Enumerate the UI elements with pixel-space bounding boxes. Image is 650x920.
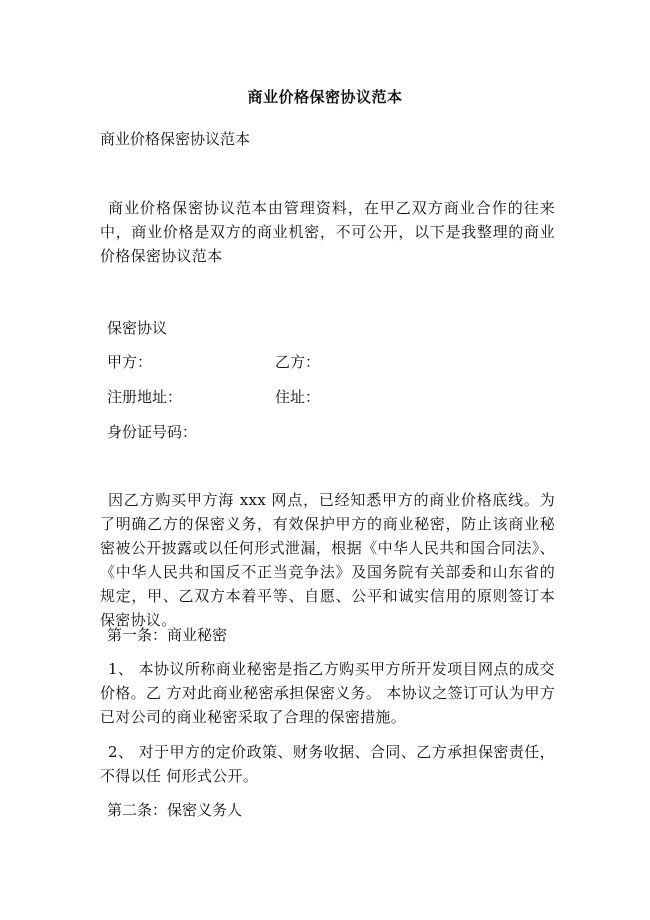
article-2-heading: 第二条：保密义务人 xyxy=(107,801,243,819)
agreement-title: 保密协议 xyxy=(107,319,168,337)
document-title: 商业价格保密协议范本 xyxy=(247,88,403,106)
id-number-label: 身份证号码： xyxy=(107,423,198,441)
preamble-paragraph: 因乙方购买甲方海 xxx 网点，已经知悉甲方的商业价格底线。为了明确乙方的保密义务，有效保护甲方的商业秘密，防止该商业秘密被公开披露或以任何形式泄漏，根据《中华人民共和国合同法》、《中华人民共和国反不正当竞争法》及国务院有关部委和山东省的规定，甲、乙双方本着平等、自愿、公平和诚实信用的原则签订本保密协议。 xyxy=(100,491,555,629)
registered-address-label: 注册地址： xyxy=(107,388,183,406)
article-1-item-2: 2、 对于甲方的定价政策、财务收据、合同、乙方承担保密责任，不得以任 何形式公开。 xyxy=(100,743,555,785)
intro-paragraph: 商业价格保密协议范本由管理资料，在甲乙双方商业合作的往来中，商业价格是双方的商业机密，不可公开，以下是我整理的商业价格保密协议范本 xyxy=(100,199,555,265)
residence-label: 住址： xyxy=(275,388,321,406)
party-b-label: 乙方： xyxy=(275,353,321,371)
article-1-heading: 第一条：商业秘密 xyxy=(107,626,228,644)
article-1-item-1: 1、 本协议所称商业秘密是指乙方购买甲方所开发项目网点的成交价格。乙 方对此商业秘密承担保密义务。 本协议之签订可认为甲方已对公司的商业秘密采取了合理的保密措施。 xyxy=(100,660,555,726)
party-a-label: 甲方： xyxy=(107,353,153,371)
document-subtitle: 商业价格保密协议范本 xyxy=(100,130,251,148)
